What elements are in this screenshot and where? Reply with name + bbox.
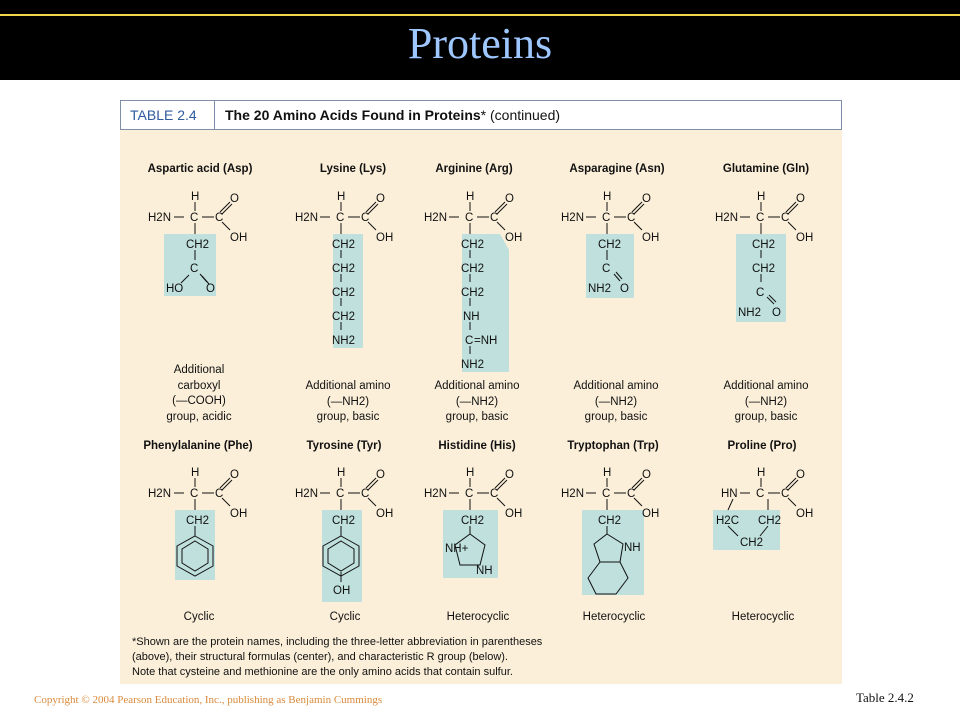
svg-text:C: C (361, 488, 370, 500)
svg-text:NH+: NH+ (445, 543, 469, 555)
svg-text:O: O (376, 469, 385, 481)
svg-text:C: C (602, 488, 611, 500)
svg-text:O: O (796, 469, 805, 481)
amino-acid-table (120, 100, 842, 684)
svg-text:NH: NH (476, 565, 493, 577)
svg-text:C: C (490, 488, 499, 500)
svg-text:C: C (756, 287, 765, 299)
svg-text:C: C (602, 263, 611, 275)
svg-text:O: O (505, 469, 514, 481)
svg-text:CH2: CH2 (461, 515, 485, 527)
svg-text:O: O (206, 283, 215, 295)
aa-name-his: Histidine (His) (438, 440, 516, 452)
svg-text:=NH: =NH (474, 335, 498, 347)
svg-text:OH: OH (376, 508, 394, 520)
svg-text:OH: OH (796, 232, 814, 244)
svg-text:H: H (757, 191, 766, 203)
svg-text:C: C (361, 212, 370, 224)
aa-note-trp: Heterocyclic (582, 611, 646, 623)
svg-text:OH: OH (505, 508, 523, 520)
aa-name-arg: Arginine (Arg) (435, 163, 513, 175)
svg-text:H: H (466, 467, 475, 479)
aa-name-trp: Tryptophan (Trp) (567, 440, 659, 452)
svg-text:CH2: CH2 (186, 239, 210, 251)
svg-text:C: C (602, 212, 611, 224)
aa-name-phe: Phenylalanine (Phe) (143, 440, 253, 452)
svg-text:H2N: H2N (295, 488, 319, 500)
svg-text:OH: OH (796, 508, 814, 520)
svg-text:H: H (757, 467, 766, 479)
svg-text:C: C (336, 212, 345, 224)
svg-text:C: C (215, 488, 224, 500)
svg-text:H: H (603, 467, 612, 479)
aa-note-tyr: Cyclic (329, 611, 361, 623)
aa-name-tyr: Tyrosine (Tyr) (306, 440, 382, 452)
svg-text:O: O (230, 193, 239, 205)
svg-text:OH: OH (505, 232, 523, 244)
svg-text:C: C (781, 488, 790, 500)
svg-text:CH2: CH2 (752, 239, 776, 251)
svg-text:H: H (466, 191, 475, 203)
labels-phe (148, 467, 247, 527)
svg-text:O: O (772, 307, 781, 319)
svg-text:O: O (376, 193, 385, 205)
svg-text:H2N: H2N (424, 212, 448, 224)
aa-note-gln: Additional amino (—NH2) group, basic (723, 380, 809, 423)
table-reference: Table 2.4.2 (856, 690, 914, 705)
svg-text:O: O (505, 193, 514, 205)
svg-text:H2N: H2N (295, 212, 319, 224)
svg-text:C: C (190, 212, 199, 224)
aa-note-asp: Additional carboxyl (—COOH) group, acidic (166, 364, 232, 423)
aa-name-asp: Aspartic acid (Asp) (147, 163, 253, 175)
svg-text:NH: NH (624, 542, 641, 554)
svg-text:C: C (465, 212, 474, 224)
aa-note-phe: Cyclic (183, 611, 215, 623)
svg-text:CH2: CH2 (332, 515, 356, 527)
svg-text:CH2: CH2 (332, 263, 356, 275)
svg-text:OH: OH (230, 232, 248, 244)
svg-text:O: O (230, 469, 239, 481)
svg-text:HN: HN (721, 488, 738, 500)
svg-text:C: C (490, 212, 499, 224)
svg-text:C: C (627, 212, 636, 224)
svg-text:OH: OH (642, 232, 660, 244)
svg-text:O: O (620, 283, 629, 295)
aa-name-pro: Proline (Pro) (727, 440, 797, 452)
header-rule (0, 14, 960, 16)
svg-text:C: C (756, 212, 765, 224)
svg-text:OH: OH (376, 232, 394, 244)
svg-text:NH2: NH2 (588, 283, 612, 295)
svg-text:CH2: CH2 (758, 515, 782, 527)
aa-name-asn: Asparagine (Asn) (569, 163, 665, 175)
svg-text:CH2: CH2 (740, 537, 764, 549)
svg-text:CH2: CH2 (752, 263, 776, 275)
svg-text:NH2: NH2 (332, 335, 356, 347)
svg-text:CH2: CH2 (332, 311, 356, 323)
svg-text:C: C (781, 212, 790, 224)
svg-text:H2C: H2C (716, 515, 740, 527)
svg-text:C: C (465, 488, 474, 500)
svg-text:O: O (642, 469, 651, 481)
svg-text:CH2: CH2 (186, 515, 210, 527)
svg-text:CH2: CH2 (332, 287, 356, 299)
aa-note-asn: Additional amino (—NH2) group, basic (573, 380, 659, 423)
svg-text:C: C (215, 212, 224, 224)
arg-r-group (462, 234, 509, 372)
svg-text:OH: OH (642, 508, 660, 520)
svg-text:NH: NH (463, 311, 480, 323)
svg-text:H2N: H2N (148, 212, 172, 224)
svg-text:C: C (756, 488, 765, 500)
svg-text:C: C (190, 488, 199, 500)
svg-text:OH: OH (230, 508, 248, 520)
svg-text:CH2: CH2 (332, 239, 356, 251)
svg-text:NH2: NH2 (738, 307, 762, 319)
table-number: TABLE 2.4 (121, 101, 215, 129)
svg-text:H: H (337, 467, 346, 479)
svg-text:H2N: H2N (561, 212, 585, 224)
svg-text:C: C (465, 335, 474, 347)
svg-text:CH2: CH2 (598, 515, 622, 527)
table-footnote: *Shown are the protein names, including the three-letter abbreviation in parentheses (above), their structural formulas (center), and characteristic R group (below). Note that cysteine and methionine are the only amino acids that contain sulfur. (132, 636, 543, 678)
svg-text:CH2: CH2 (598, 239, 622, 251)
aa-name-gln: Glutamine (Gln) (722, 163, 810, 175)
svg-text:H2N: H2N (561, 488, 585, 500)
aa-note-arg: Additional amino (—NH2) group, basic (434, 380, 520, 423)
svg-text:OH: OH (333, 585, 351, 597)
svg-text:H: H (191, 467, 200, 479)
table-caption-rest: * (continued) (480, 107, 561, 123)
svg-text:H: H (603, 191, 612, 203)
svg-text:H: H (337, 191, 346, 203)
copyright-notice: Copyright © 2004 Pearson Education, Inc., publishing as Benjamin Cummings (34, 694, 383, 706)
table-caption-bold: The 20 Amino Acids Found in Proteins (225, 107, 481, 123)
svg-text:NH2: NH2 (461, 359, 485, 371)
svg-text:C: C (627, 488, 636, 500)
aa-name-lys: Lysine (Lys) (319, 163, 387, 175)
svg-text:O: O (796, 193, 805, 205)
svg-text:CH2: CH2 (461, 239, 485, 251)
svg-text:C: C (336, 488, 345, 500)
aa-note-pro: Heterocyclic (731, 611, 795, 623)
svg-text:H2N: H2N (715, 212, 739, 224)
svg-text:HO: HO (166, 283, 184, 295)
svg-text:H2N: H2N (424, 488, 448, 500)
svg-text:H2N: H2N (148, 488, 172, 500)
svg-text:CH2: CH2 (461, 287, 485, 299)
aa-note-his: Heterocyclic (446, 611, 510, 623)
svg-text:H: H (191, 191, 200, 203)
slide-title: Proteins (407, 19, 553, 68)
svg-text:C: C (190, 263, 199, 275)
structural-formulas (120, 100, 842, 684)
svg-text:CH2: CH2 (461, 263, 485, 275)
svg-text:O: O (642, 193, 651, 205)
aa-note-lys: Additional amino (—NH2) group, basic (305, 380, 391, 423)
